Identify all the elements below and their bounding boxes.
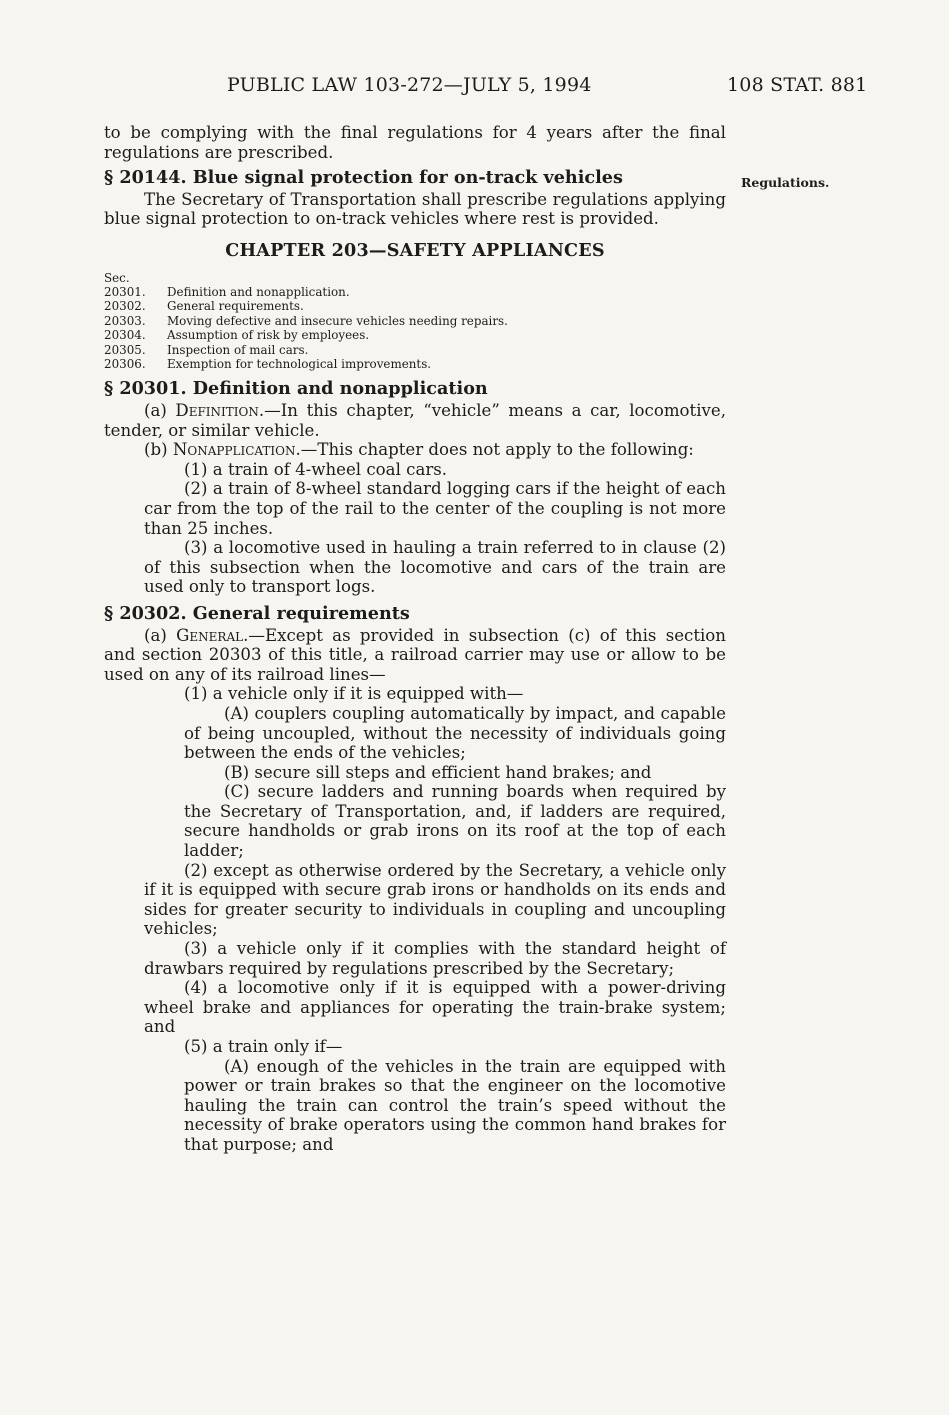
toc-row — [104, 343, 726, 357]
section-20301-b-1: (1) a train of 4-wheel coal cars. — [184, 459, 448, 479]
section-20302-a-1: (1) a vehicle only if it is equipped with— — [184, 684, 524, 704]
toc-title: General requirements. — [167, 299, 304, 314]
section-20302-a-5-A: (A) enough of the vehicles in the train are equipped with power or train brakes so that the engineer on the locomotive hauling the train can control the train’s speed without the necessity of brake operators using the common hand brakes for that purpose; and — [184, 1056, 726, 1154]
toc-row — [104, 285, 726, 299]
margin-note: Regulations. — [741, 175, 830, 190]
toc-title: Assumption of risk by employees. — [167, 328, 370, 343]
section-20301-a — [104, 401, 726, 440]
section-20302-a-5: (5) a train only if— — [184, 1037, 343, 1056]
header-law-date: PUBLIC LAW 103-272—JULY 5, 1994 — [227, 74, 592, 96]
toc-num: 20303. — [104, 313, 146, 328]
toc-row — [104, 328, 726, 342]
running-header — [0, 74, 949, 102]
section-20301-heading: § 20301. Definition and nonapplication — [104, 378, 488, 400]
chapter-toc — [104, 271, 726, 372]
subsection-caption: Definition. — [175, 401, 265, 420]
section-20301-b-3: (3) a locomotive used in hauling a train referred to in clause (2) of this subsection when the locomotive and cars of the train are used only to transport logs. — [144, 538, 726, 597]
subsection-caption: General. — [176, 625, 249, 645]
chapter-title: CHAPTER 203—SAFETY APPLIANCES — [225, 239, 605, 261]
toc-row — [104, 299, 726, 313]
toc-sec-label: Sec. — [104, 270, 130, 285]
subsection-text: —In this chapter, “vehicle” means a car, locomotive, tender, or similar vehicle. — [104, 401, 726, 440]
toc-num: 20301. — [104, 284, 146, 299]
main-column — [104, 123, 726, 1155]
toc-title: Exemption for technological improvements. — [167, 357, 432, 371]
toc-num: 20304. — [104, 328, 146, 343]
toc-title: Moving defective and insecure vehicles needing repairs. — [167, 313, 508, 328]
section-20302-a-3: (3) a vehicle only if it complies with the standard height of drawbars required by regulations prescribed by the Secretary; — [144, 939, 726, 978]
subsection-label: (a) — [144, 401, 176, 420]
subsection-label: (a) — [144, 625, 177, 645]
subsection-label: (b) — [144, 440, 173, 460]
header-stat-page: 108 STAT. 881 — [727, 74, 868, 96]
subsection-text: —Except as provided in subsection (c) of this section and section 20303 of this title, a railroad carrier may use or allow to be used on any of its railroad lines— — [104, 625, 726, 684]
section-20302-a-1-A: (A) couplers coupling automatically by impact, and capable of being uncoupled, without the necessity of individuals going between the ends of the vehicles; — [184, 703, 726, 763]
section-20302-a-1-C: (C) secure ladders and running boards when required by the Secretary of Transportation, and, if ladders are required, secure handholds or grab irons on its roof at the top of each ladder; — [184, 782, 726, 861]
toc-title: Definition and nonapplication. — [167, 284, 350, 299]
toc-num: 20302. — [104, 299, 146, 314]
section-20302-a — [104, 626, 726, 685]
section-20302-a-4: (4) a locomotive only if it is equipped with a power-driving wheel brake and appliances for operating the train-brake system; and — [144, 978, 726, 1037]
toc-num: 20306. — [104, 357, 146, 371]
section-20301-b-2: (2) a train of 8-wheel standard logging cars if the height of each car from the top of the rail to the center of the coupling is not more than 25 inches. — [144, 479, 726, 538]
section-20144-heading: § 20144. Blue signal protection for on-track vehicles — [104, 167, 623, 189]
subsection-caption: Nonapplication. — [172, 440, 301, 460]
section-20302-a-2: (2) except as otherwise ordered by the Secretary, a vehicle only if it is equipped with secure grab irons or handholds on its ends and sides for greater security to individuals in coupling and uncoupling vehicles; — [144, 860, 726, 939]
section-20301-b — [104, 440, 726, 460]
section-20144-text: The Secretary of Transportation shall prescribe regulations applying blue signal protection to on-track vehicles where rest is provided. — [104, 189, 726, 229]
intro-paragraph: to be complying with the final regulations for 4 years after the final regulations are prescribed. — [104, 123, 726, 162]
subsection-text: —This chapter does not apply to the following: — [300, 440, 694, 460]
toc-row — [104, 314, 726, 328]
toc-title: Inspection of mail cars. — [167, 342, 309, 357]
section-20302-a-1-B: (B) secure sill steps and efficient hand brakes; and — [224, 762, 652, 782]
toc-num: 20305. — [104, 342, 146, 357]
toc-row — [104, 357, 726, 371]
section-20302-heading: § 20302. General requirements — [104, 602, 410, 624]
